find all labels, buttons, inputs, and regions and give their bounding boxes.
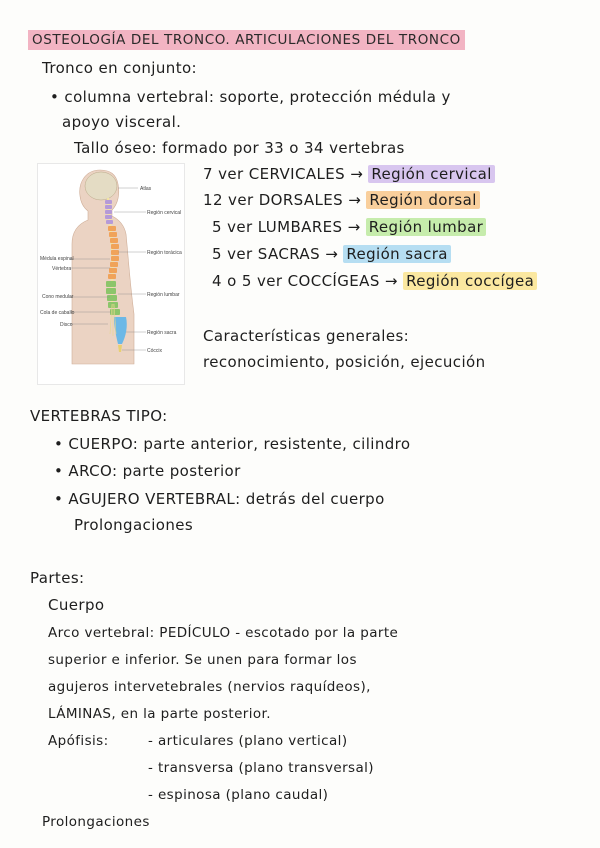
label-cola: Cola de caballo bbox=[40, 310, 75, 316]
apofisis-item-articulares: - articulares (plano vertical) bbox=[148, 733, 348, 749]
arco-line-1: Arco vertebral: PEDÍCULO - escotado por la parte bbox=[48, 625, 399, 641]
label-disco: Disco bbox=[60, 322, 73, 328]
region-row-lumbar bbox=[212, 217, 486, 237]
prolongaciones-line-1: Prolongaciones bbox=[74, 516, 194, 534]
caracteristicas-heading: Características generales: bbox=[203, 327, 410, 345]
apofisis-label: Apófisis: bbox=[48, 733, 109, 749]
label-atlas: Atlas bbox=[140, 186, 152, 192]
tipo-item-agujero: • AGUJERO VERTEBRAL: detrás del cuerpo bbox=[54, 490, 385, 508]
skull bbox=[85, 172, 117, 200]
partes-cuerpo: Cuerpo bbox=[48, 596, 105, 614]
label-region-sacra: Región sacra bbox=[147, 330, 177, 336]
tipo-item-cuerpo: • CUERPO: parte anterior, resistente, cilindro bbox=[54, 435, 411, 453]
arco-line-2: superior e inferior. Se unen para formar los bbox=[48, 652, 357, 668]
partes-heading: Partes: bbox=[30, 569, 85, 587]
region-label-cervical: Región cervical bbox=[368, 165, 494, 183]
region-row-dorsal bbox=[203, 190, 480, 210]
spine-illustration bbox=[38, 164, 184, 384]
label-cono: Cono medular bbox=[42, 294, 74, 300]
spine-figure bbox=[37, 163, 185, 385]
tronco-heading: Tronco en conjunto: bbox=[42, 59, 197, 77]
label-coccix: Cóccix bbox=[147, 348, 163, 354]
region-count-cervical: 7 ver CERVICALES → bbox=[203, 165, 364, 183]
columna-line-2: apoyo visceral. bbox=[62, 113, 182, 131]
arco-line-3: agujeros intervetebrales (nervios raquídeos), bbox=[48, 679, 371, 695]
label-region-toracica: Región torácica bbox=[147, 250, 182, 256]
caracteristicas-detail: reconocimiento, posición, ejecución bbox=[203, 353, 486, 371]
tipo-item-arco: • ARCO: parte posterior bbox=[54, 462, 241, 480]
region-label-sacra: Región sacra bbox=[343, 245, 451, 263]
apofisis-item-transversa: - transversa (plano transversal) bbox=[148, 760, 374, 776]
region-row-cervical bbox=[203, 164, 495, 184]
label-vertebra: Vértebra bbox=[52, 266, 72, 272]
label-region-lumbar: Región lumbar bbox=[147, 292, 180, 298]
columna-line-1: • columna vertebral: soporte, protección médula y bbox=[50, 88, 451, 106]
prolongaciones-line-2: Prolongaciones bbox=[42, 814, 150, 830]
label-region-cervical: Región cervical bbox=[147, 210, 182, 216]
region-count-sacra: 5 ver SACRAS → bbox=[212, 245, 339, 263]
region-count-dorsal: 12 ver DORSALES → bbox=[203, 191, 362, 209]
region-label-lumbar: Región lumbar bbox=[366, 218, 487, 236]
cervical-vertebrae bbox=[105, 200, 113, 224]
label-medula: Médula espinal bbox=[40, 256, 74, 262]
page-title: OSTEOLOGÍA DEL TRONCO. ARTICULACIONES DEL TRONCO bbox=[28, 30, 465, 50]
region-label-coccigea: Región coccígea bbox=[403, 272, 537, 290]
region-row-sacra bbox=[212, 244, 451, 264]
tallo-oseo-line: Tallo óseo: formado por 33 o 34 vertebras bbox=[74, 139, 405, 157]
arco-line-4: LÁMINAS, en la parte posterior. bbox=[48, 706, 271, 722]
region-row-coccigea bbox=[212, 271, 537, 291]
region-count-coccigea: 4 o 5 ver COCCÍGEAS → bbox=[212, 272, 398, 290]
apofisis-item-espinosa: - espinosa (plano caudal) bbox=[148, 787, 329, 803]
region-count-lumbar: 5 ver LUMBARES → bbox=[212, 218, 361, 236]
region-label-dorsal: Región dorsal bbox=[366, 191, 479, 209]
vertebras-tipo-heading: VERTEBRAS TIPO: bbox=[30, 407, 168, 425]
